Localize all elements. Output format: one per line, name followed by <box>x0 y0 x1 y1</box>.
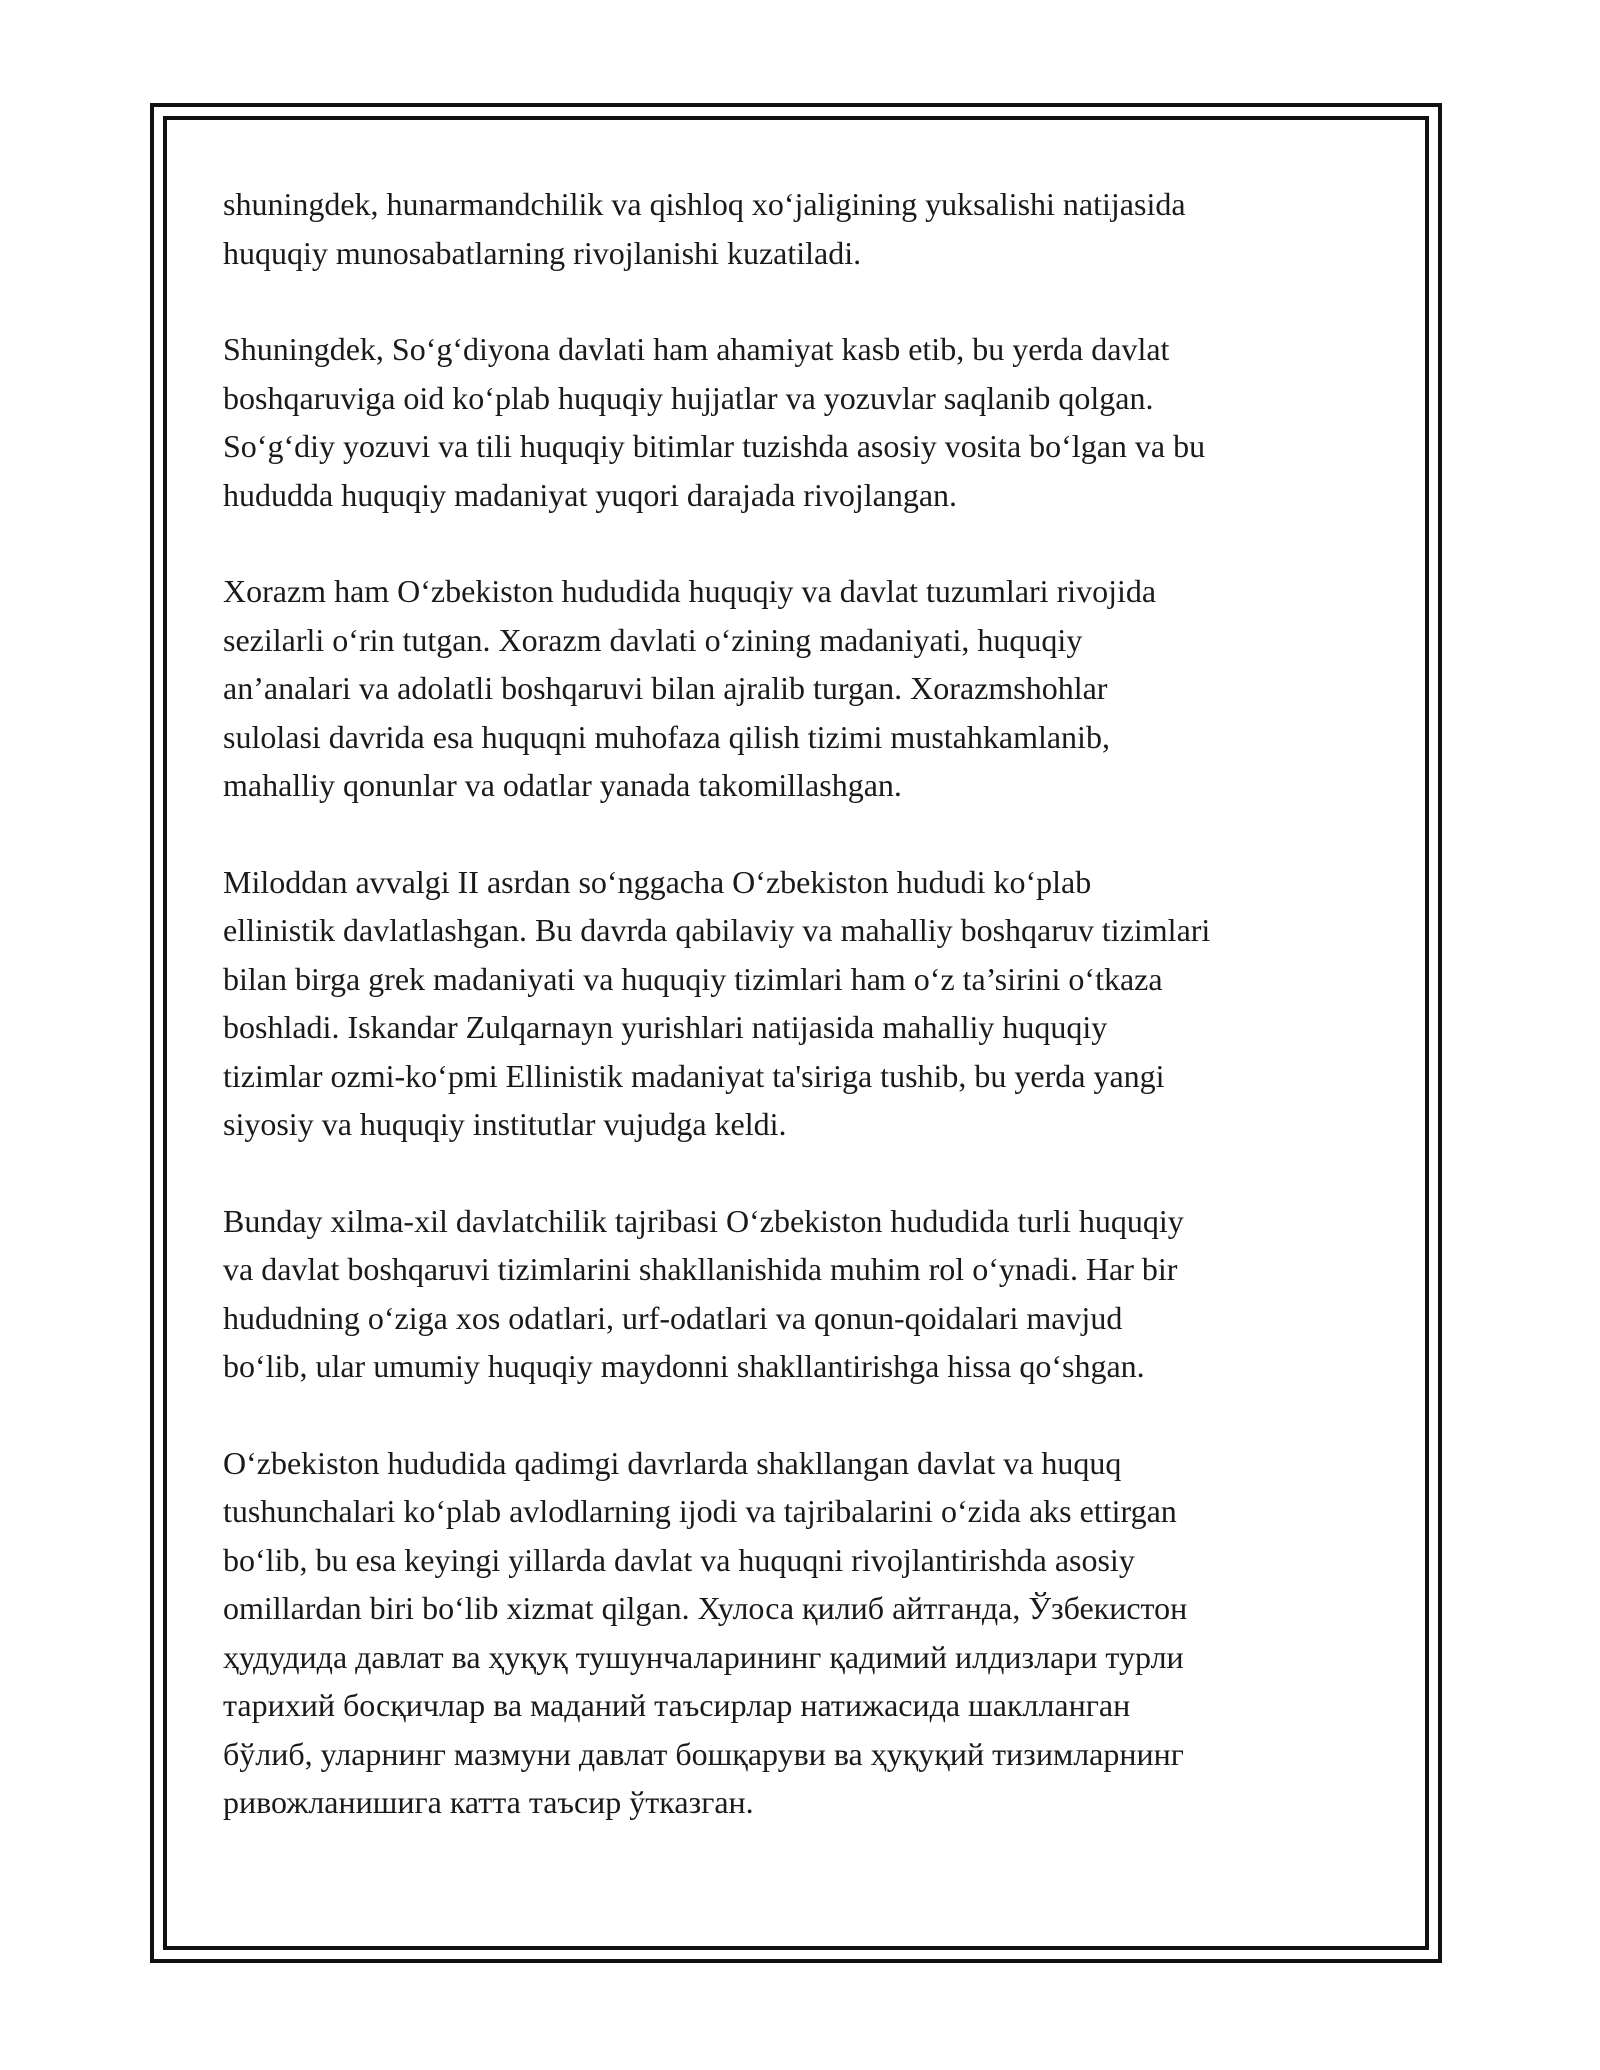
text-line: Miloddan avvalgi II asrdan so‘nggacha O‘zbekiston hududi ko‘plab <box>223 863 1092 900</box>
paragraph-4 <box>223 858 1393 1149</box>
document-body <box>223 180 1393 1875</box>
text-line: Bunday xilma-xil davlatchilik tajribasi O‘zbekiston hududida turli huquqiy <box>223 1202 1184 1239</box>
paragraph-1 <box>223 180 1393 277</box>
text-line: Shuningdek, So‘g‘diyona davlati ham ahamiyat kasb etib, bu yerda davlat <box>223 331 1170 367</box>
paragraph-6 <box>223 1439 1393 1827</box>
text-line: So‘g‘diy yozuvi va tili huquqiy bitimlar tuzishda asosiy vosita bo‘lgan va bu <box>223 428 1206 464</box>
text-line: ҳудудида давлат ва ҳуқуқ тушунчаларининг қадимий илдизлари турли <box>223 1638 1184 1675</box>
text-line: boshladi. Iskandar Zulqarnayn yurishlari natijasida mahalliy huquqiy <box>223 1009 1108 1045</box>
text-line: omillardan biri bo‘lib xizmat qilgan. Хулоса қилиб айтганда, Ўзбекистон <box>223 1590 1188 1626</box>
text-line: boshqaruviga oid ko‘plab huquqiy hujjatlar va yozuvlar saqlanib qolgan. <box>223 379 1154 416</box>
text-line: sezilarli o‘rin tutgan. Xorazm davlati o‘zining madaniyati, huquqiy <box>223 621 1083 658</box>
text-line: siyosiy va huquqiy institutlar vujudga keldi. <box>223 1106 787 1142</box>
text-line: tizimlar ozmi-ko‘pmi Ellinistik madaniyat ta'siriga tushib, bu yerda yangi <box>223 1057 1165 1094</box>
text-line: ellinistik davlatlashgan. Bu davrda qabilaviy va mahalliy boshqaruv tizimlari <box>223 912 1211 948</box>
paragraph-5 <box>223 1197 1393 1391</box>
text-line: sulolasi davrida esa huquqni muhofaza qilish tizimi mustahkamlanib, <box>223 718 1110 755</box>
text-line: mahalliy qonunlar va odatlar yanada takomillashgan. <box>223 767 902 803</box>
text-line: hududning o‘ziga xos odatlari, urf-odatlari va qonun-qoidalari mavjud <box>223 1299 1123 1336</box>
text-line: bilan birga grek madaniyati va huquqiy tizimlari ham o‘z ta’sirini o‘tkaza <box>223 960 1163 997</box>
text-line: bo‘lib, bu esa keyingi yillarda davlat va huquqni rivojlantirishda asosiy <box>223 1541 1135 1578</box>
text-line: bo‘lib, ular umumiy huquqiy maydonni shakllantirishga hissa qo‘shgan. <box>223 1348 1145 1384</box>
paragraph-2 <box>223 325 1393 519</box>
text-line: hududda huquqiy madaniyat yuqori darajada rivojlangan. <box>223 476 958 513</box>
text-line: huquqiy munosabatlarning rivojlanishi kuzatiladi. <box>223 234 862 271</box>
paragraph-3 <box>223 567 1393 810</box>
text-line: tushunchalari ko‘plab avlodlarning ijodi va tajribalarini o‘zida aks ettirgan <box>223 1493 1177 1529</box>
text-line: ривожланишига катта таъсир ўтказган. <box>223 1784 754 1820</box>
text-line: an’analari va adolatli boshqaruvi bilan ajralib turgan. Xorazmshohlar <box>223 670 1108 706</box>
text-line: va davlat boshqaruvi tizimlarini shakllanishida muhim rol o‘ynadi. Har bir <box>223 1251 1178 1287</box>
text-line: бўлиб, уларнинг мазмуни давлат бошқаруви ва ҳуқуқий тизимларнинг <box>223 1735 1184 1772</box>
text-line: Xorazm ham O‘zbekiston hududida huquqiy va davlat tuzumlari rivojida <box>223 573 1157 609</box>
text-line: shuningdek, hunarmandchilik va qishloq xo‘jaligining yuksalishi natijasida <box>223 186 1186 222</box>
text-line: тарихий босқичлар ва маданий таъсирлар натижасида шаклланган <box>223 1687 1131 1723</box>
text-line: O‘zbekiston hududida qadimgi davrlarda shakllangan davlat va huquq <box>223 1444 1122 1481</box>
